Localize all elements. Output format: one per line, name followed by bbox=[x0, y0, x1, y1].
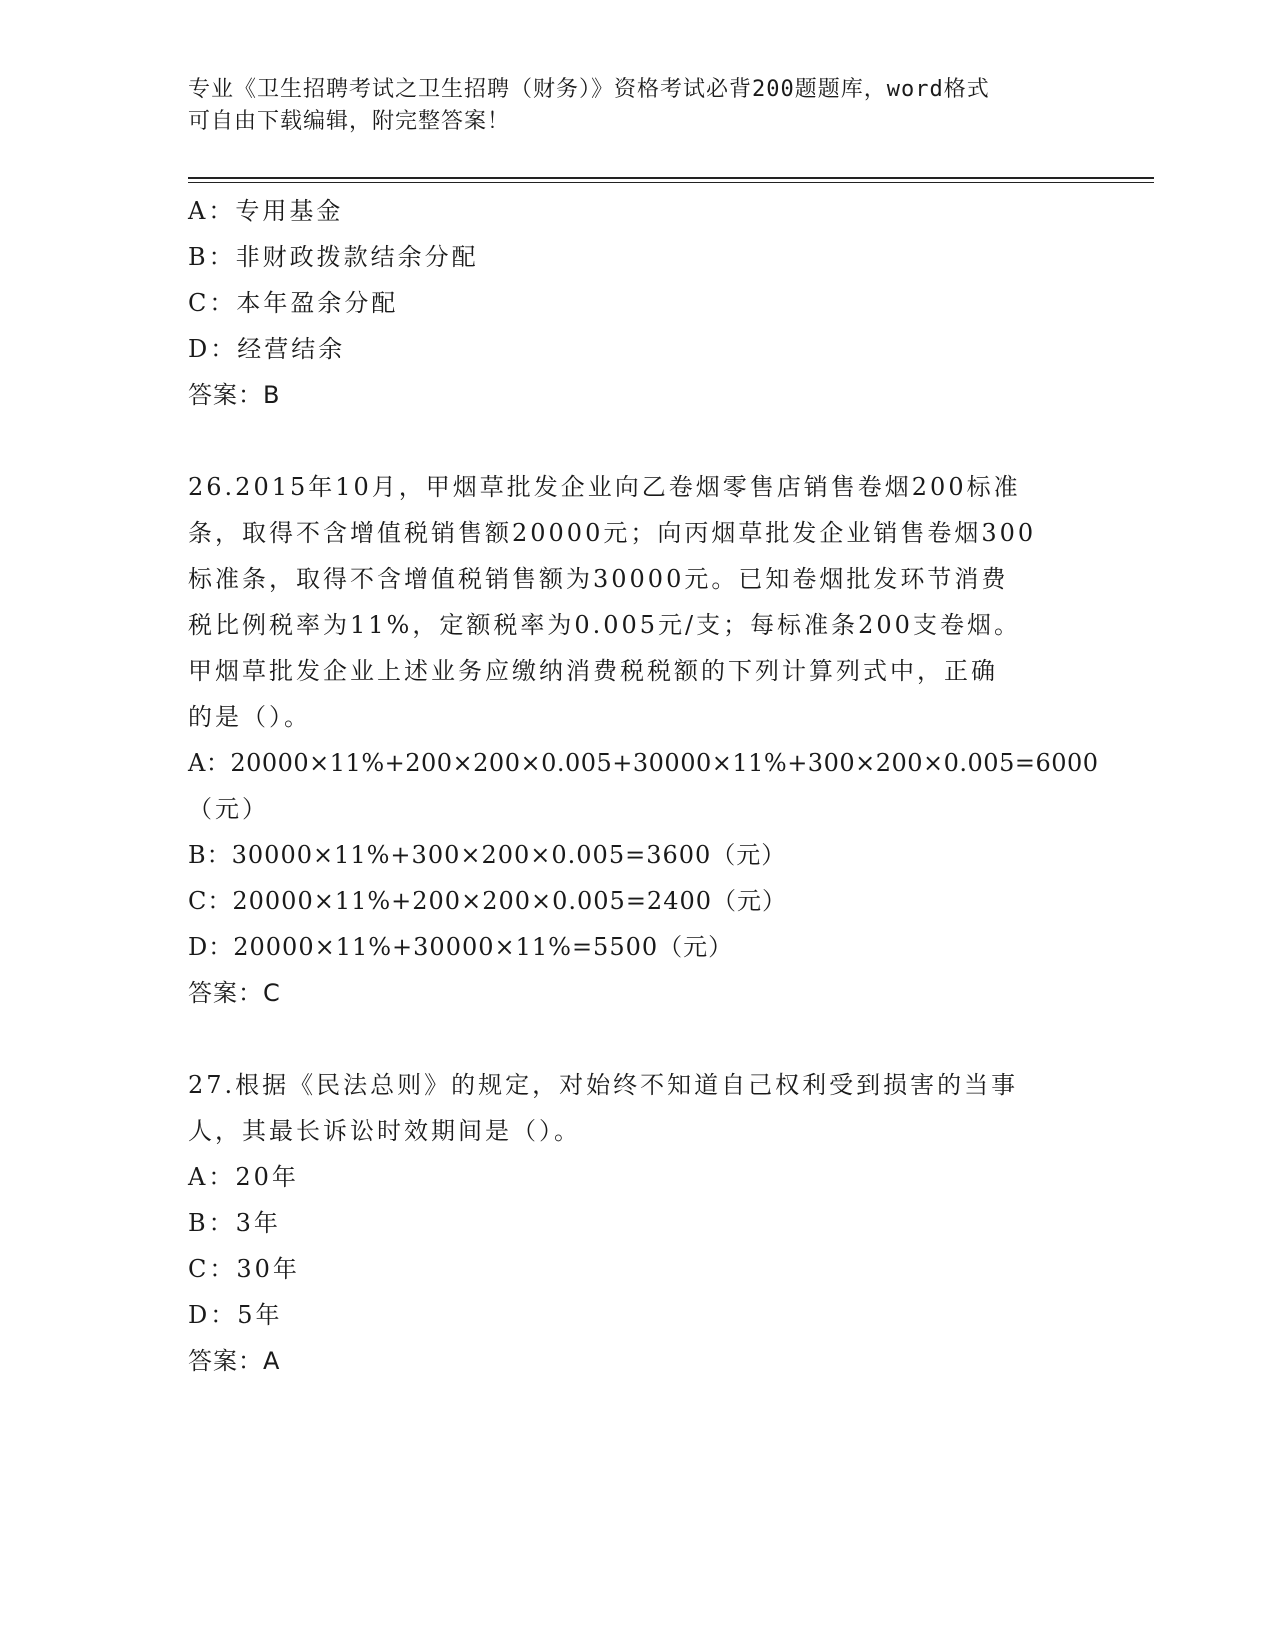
header-rule-thin bbox=[188, 182, 1154, 183]
document-header bbox=[188, 74, 1088, 138]
option-b: B：非财政拨款结余分配 bbox=[188, 243, 479, 271]
question-stem-line: 的是（）。 bbox=[188, 703, 311, 731]
option-c: C：30年 bbox=[188, 1255, 300, 1283]
answer: 答案：A bbox=[188, 1347, 281, 1375]
header-line-1: 专业《卫生招聘考试之卫生招聘（财务）》资格考试必背200题题库，word格式 bbox=[188, 77, 990, 102]
question-stem-line: 人，其最长诉讼时效期间是（）。 bbox=[188, 1117, 581, 1145]
option-a: A：20000×11%+200×200×0.005+30000×11%+300×200×0.005=6000 bbox=[188, 749, 1099, 777]
question-stem-line: 条，取得不含增值税销售额20000元；向丙烟草批发企业销售卷烟300 bbox=[188, 519, 1037, 547]
option-d: D：经营结余 bbox=[188, 335, 346, 363]
option-c: C：20000×11%+200×200×0.005=2400（元） bbox=[188, 887, 788, 915]
question-26 bbox=[188, 464, 1099, 1016]
option-c: C：本年盈余分配 bbox=[188, 289, 399, 317]
option-a-continued: （元） bbox=[188, 795, 269, 823]
option-d: D：20000×11%+30000×11%=5500（元） bbox=[188, 933, 734, 961]
question-27 bbox=[188, 1062, 1088, 1384]
spacer bbox=[188, 1016, 1088, 1062]
option-a: A：专用基金 bbox=[188, 197, 344, 225]
header-line-2: 可自由下载编辑，附完整答案！ bbox=[188, 109, 511, 134]
question-stem-line: 27.根据《民法总则》的规定，对始终不知道自己权利受到损害的当事 bbox=[188, 1071, 1019, 1099]
question-stem-line: 甲烟草批发企业上述业务应缴纳消费税税额的下列计算列式中，正确 bbox=[188, 657, 998, 685]
option-b: B：30000×11%+300×200×0.005=3600（元） bbox=[188, 841, 787, 869]
question-stem-line: 26.2015年10月，甲烟草批发企业向乙卷烟零售店销售卷烟200标准 bbox=[188, 473, 1021, 501]
option-d: D：5年 bbox=[188, 1301, 283, 1329]
question-stem-line: 税比例税率为11%，定额税率为0.005元/支；每标准条200支卷烟。 bbox=[188, 611, 1021, 639]
question-stem-line: 标准条，取得不含增值税销售额为30000元。已知卷烟批发环节消费 bbox=[188, 565, 1009, 593]
header-rule-thick bbox=[188, 177, 1154, 179]
spacer bbox=[188, 418, 1088, 464]
option-a: A：20年 bbox=[188, 1163, 299, 1191]
document-body bbox=[188, 188, 1099, 1384]
option-b: B：3年 bbox=[188, 1209, 281, 1237]
answer: 答案：C bbox=[188, 979, 281, 1007]
question-25 bbox=[188, 188, 1088, 418]
answer: 答案：B bbox=[188, 381, 281, 409]
